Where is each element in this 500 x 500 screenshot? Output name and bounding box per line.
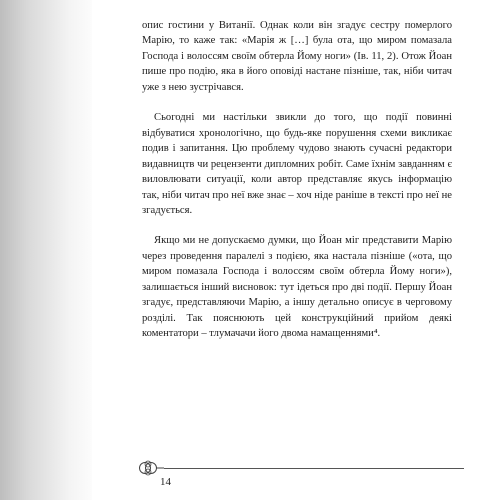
body-text — [142, 18, 452, 342]
page-footer — [136, 459, 466, 489]
paragraph-1: опис гостини у Витанії. Однак коли він згадує сестру померлого Марію, то каже так: «Марія ж […] була ота, що миром помазала Господа і волоссям своїм обтерла Йому ноги» (Ів. 11, 2). Отож Йоан пише про подію, яка в його оповіді настане пізніше, так, ніби читач уже з нею зустрічався. — [142, 20, 452, 93]
paragraph-2: Сьогодні ми настільки звикли до того, що події повинні відбуватися хронологічно, що будь-яке порушення схеми викликає подив і запитання. Цю проблему чудово знають сучасні редактори видавництв чи рецензенти дипломних робіт. Саме їхнім завданням є виловлювати ситуації, коли автор представляє якусь інформацію так, ніби читач про неї вже знає – хоч ніде раніше в тексті про неї не згадується. — [142, 112, 452, 216]
page-number: 14 — [160, 476, 171, 488]
paragraph-3: Якщо ми не допускаємо думки, що Йоан міг представити Марію через проведення паралелі з подією, яка настала пізніше («ота, що миром помазала Господа і волоссям своїм обтерла Йому ноги»), залишається інший висновок: тут ідеться про дві події. Першу Йоан згадує, представляючи Марію, а іншу детально описує в черговому розділі. Так пояснюють цей конструкційний прийом деякі коментатори – тлумачачи його двома намащеннями⁴. — [142, 235, 452, 340]
footer-rule — [164, 468, 464, 469]
book-page — [92, 0, 500, 500]
